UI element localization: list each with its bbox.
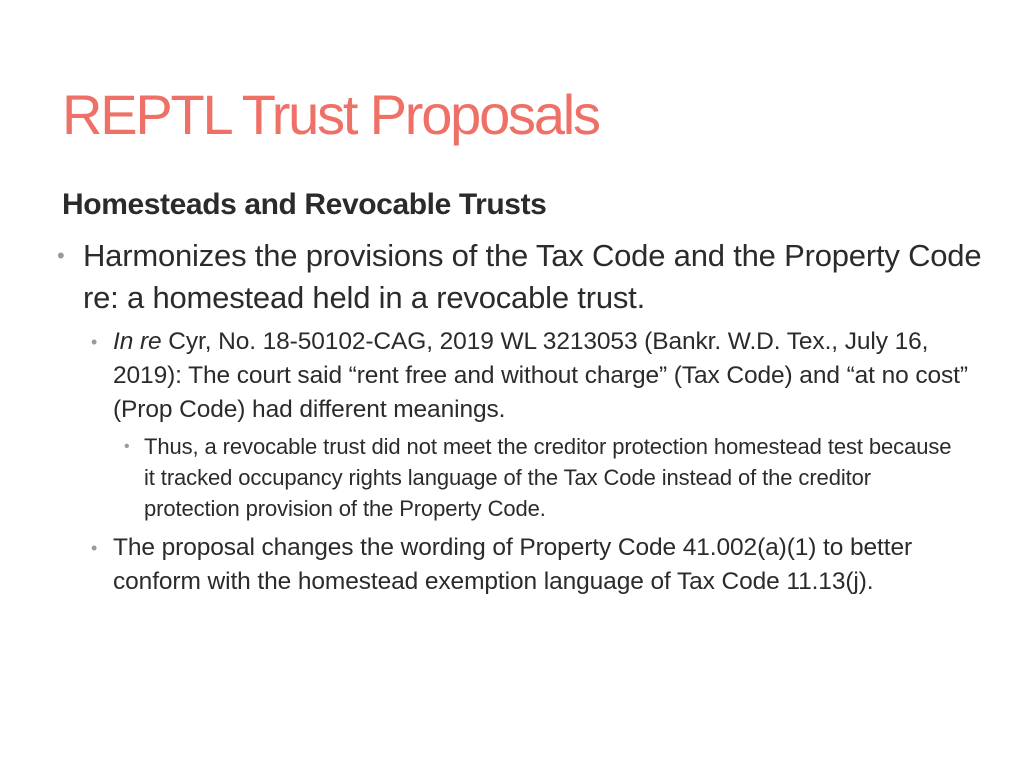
bullet-thus-text: Thus, a revocable trust did not meet the creditor protection homestead test because it tracked occupancy rights language of the Tax Code instead of the creditor protection provision of the Property Code. <box>144 434 952 521</box>
bullet-harmonizes-text: Harmonizes the provisions of the Tax Code and the Property Code re: a homestead held in a revocable trust. <box>83 238 982 315</box>
bullet-harmonizes <box>57 235 983 319</box>
section-subheading: Homesteads and Revocable Trusts <box>62 188 547 221</box>
bullet-proposal-text: The proposal changes the wording of Property Code 41.002(a)(1) to better conform with the homestead exemption language of Tax Code 11.13(j). <box>113 534 913 595</box>
bullet-case-cyr <box>91 325 993 427</box>
case-prefix: In re <box>113 328 162 355</box>
bullet-dot-icon: • <box>91 332 98 352</box>
bullet-dot-icon: • <box>91 538 98 558</box>
bullet-dot-icon: • <box>57 243 65 268</box>
case-text: Cyr, No. 18-50102-CAG, 2019 WL 3213053 (Bankr. W.D. Tex., July 16, 2019): The court said “rent free and without charge” (Tax Code) and “at no cost” (Prop Code) had different meanings. <box>113 328 968 423</box>
slide-title: REPTL Trust Proposals <box>62 83 599 146</box>
bullet-dot-icon: • <box>124 438 130 455</box>
bullet-proposal <box>91 531 973 599</box>
bullet-thus <box>124 431 964 524</box>
